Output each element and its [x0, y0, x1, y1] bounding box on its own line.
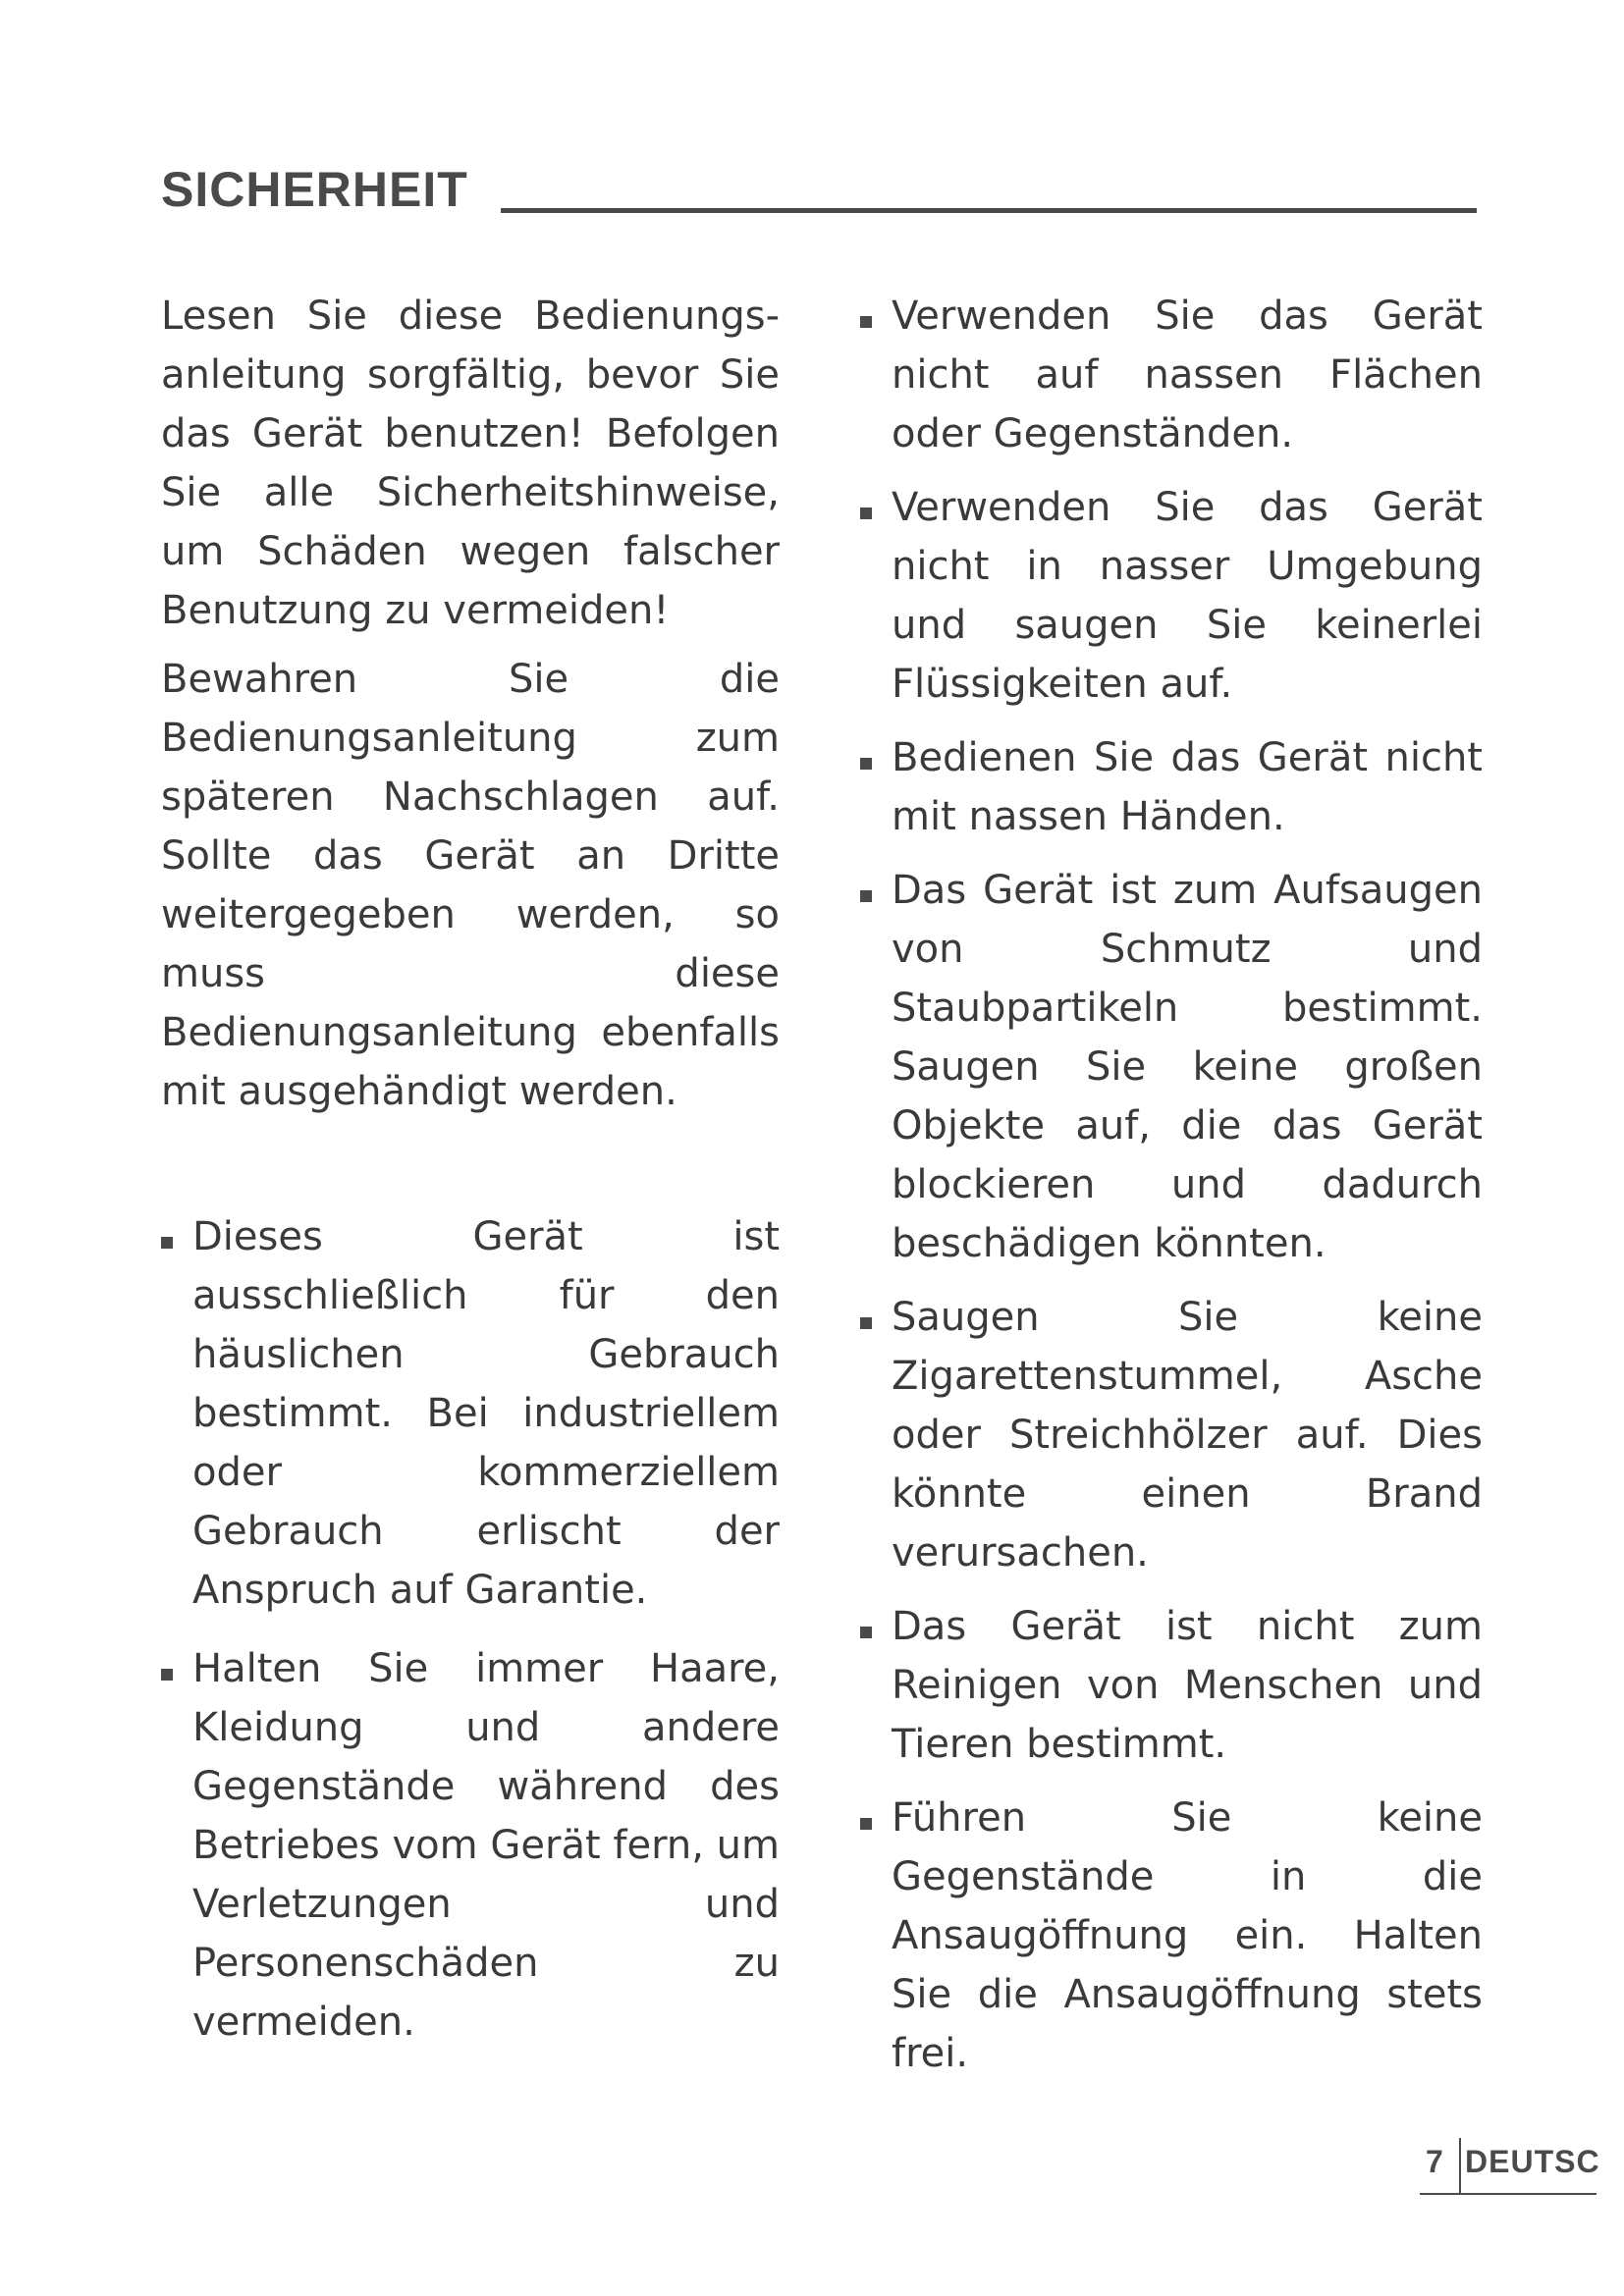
- square-bullet-icon: [860, 1317, 872, 1329]
- square-bullet-icon: [860, 1818, 872, 1830]
- safety-item: [860, 478, 1483, 714]
- square-bullet-icon: [161, 1669, 173, 1681]
- safety-item-text: Verwenden Sie das Gerät nicht auf nassen Flächen oder Gegenständen.: [892, 294, 1483, 456]
- safety-item: [860, 1288, 1483, 1582]
- safety-item-text: Das Gerät ist nicht zum Reinigen von Menschen und Tieren bestimmt.: [892, 1604, 1483, 1767]
- square-bullet-icon: [860, 1627, 872, 1638]
- section-header: [161, 155, 1477, 224]
- square-bullet-icon: [860, 507, 872, 519]
- safety-item: [161, 1207, 780, 1620]
- safety-item-text: Dieses Gerät ist ausschließlich für den häuslichen Gebrauch bestimmt. Bei industriellem oder kommerziellem Gebrauch erlischt der Anspruch auf Garantie.: [192, 1214, 780, 1613]
- footer-divider: [1459, 2138, 1461, 2193]
- square-bullet-icon: [860, 890, 872, 902]
- safety-item-text: Bedienen Sie das Gerät nicht mit nassen Händen.: [892, 735, 1483, 839]
- intro-paragraph: Bewahren Sie die Bedienungsanleitung zum späteren Nachschlagen auf. Sollte das Gerät an Dritte weitergegeben werden, so muss diese Bedienungsanleitung ebenfalls mit ausgehändigt werden.: [161, 657, 780, 1114]
- right-column: [860, 287, 1483, 2098]
- safety-item: [860, 728, 1483, 846]
- safety-item-text: Halten Sie immer Haare, Kleidung und andere Gegenstände während des Betriebes vom Gerät fern, um Verletzungen und Personenschäden zu vermeiden.: [192, 1646, 780, 2045]
- page-title: SICHERHEIT: [161, 162, 468, 217]
- safety-item-text: Das Gerät ist zum Aufsaugen von Schmutz und Staubpartikeln bestimmt. Saugen Sie keine großen Objekte auf, die das Gerät blockieren und dadurch beschädigen könnten.: [892, 868, 1483, 1266]
- language-label: DEUTSC: [1465, 2144, 1600, 2179]
- page-number: 7: [1426, 2144, 1443, 2179]
- intro-paragraph: Lesen Sie diese Bedienungsanleitung sorgfältig, bevor Sie das Gerät benutzen! Befolgen Sie alle Sicherheitshinweise, um Schäden wegen falscher Benutzung zu vermeiden!: [161, 294, 780, 633]
- safety-item: [860, 1789, 1483, 2083]
- safety-item: [860, 861, 1483, 1273]
- title-rule: [501, 208, 1477, 213]
- square-bullet-icon: [161, 1237, 173, 1249]
- safety-item: [860, 287, 1483, 463]
- safety-item-text: Führen Sie keine Gegenstände in die Ansaugöffnung ein. Halten Sie die Ansaugöffnung stets frei.: [892, 1795, 1483, 2076]
- left-column: [161, 287, 780, 2071]
- square-bullet-icon: [860, 316, 872, 328]
- safety-item: [161, 1639, 780, 2052]
- page-footer: [1420, 2138, 1600, 2195]
- square-bullet-icon: [860, 758, 872, 770]
- spacer: [161, 1131, 780, 1207]
- safety-item: [860, 1597, 1483, 1774]
- safety-item-text: Saugen Sie keine Zigarettenstummel, Asche oder Streichhölzer auf. Dies könnte einen Brand verursachen.: [892, 1295, 1483, 1575]
- safety-item-text: Verwenden Sie das Gerät nicht in nasser Umgebung und saugen Sie keinerlei Flüssigkeiten auf.: [892, 485, 1483, 707]
